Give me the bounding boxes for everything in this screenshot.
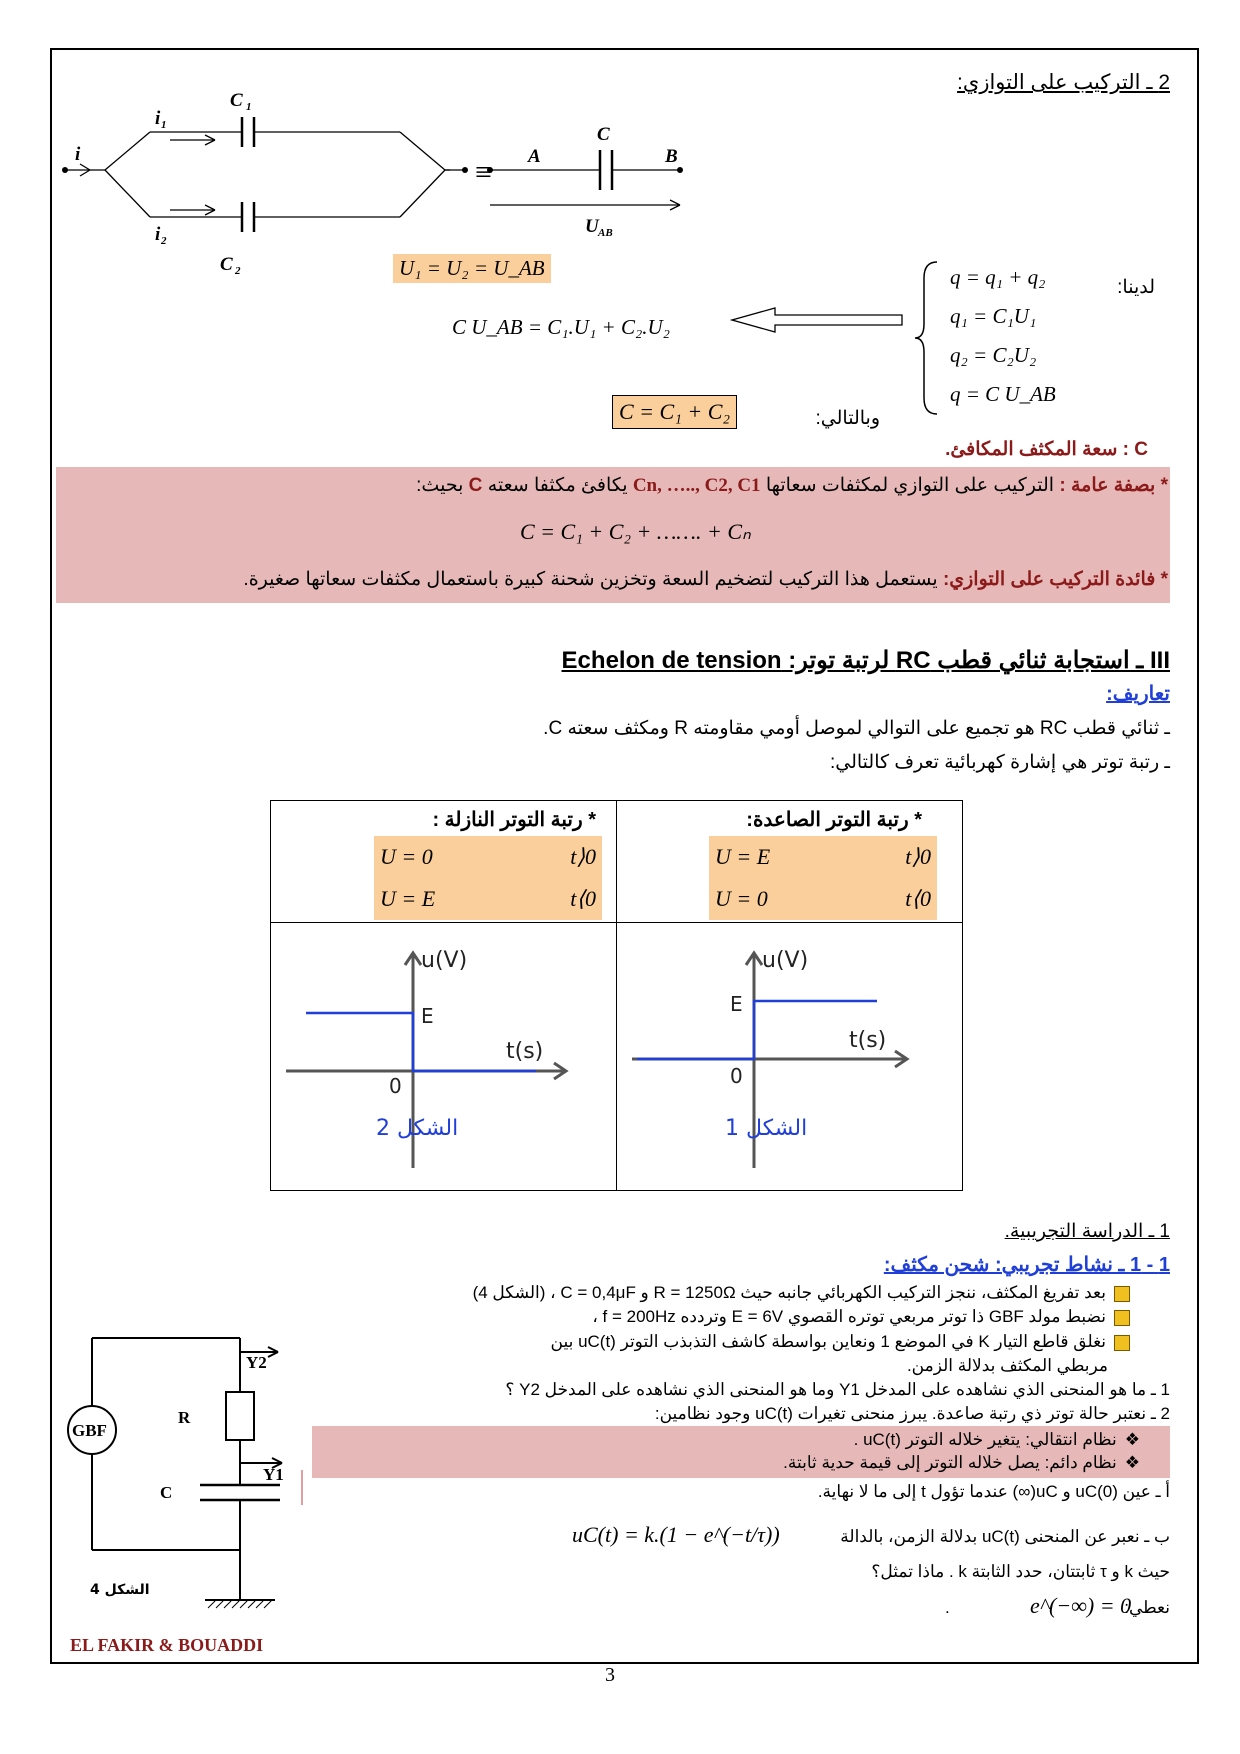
gbf-label: GBF: [72, 1421, 107, 1440]
figure2-caption: الشكل 2: [376, 1116, 459, 1141]
given-label: نعطي:: [1124, 1598, 1170, 1617]
benefit-text: * فائدة التركيب على التوازي: يستعمل هذا التركيب لتضخيم السعة وتخزين شحنة كبيرة باستعمال مكثفات سعاتها صغيرة.: [243, 569, 1168, 590]
svg-text:u(V): u(V): [762, 948, 809, 973]
y2-label: Y2: [246, 1353, 267, 1372]
section3-title: III ـ استجابة ثنائي قطب RC لرتبة توتر: Echelon de tension: [561, 647, 1170, 674]
label-i1: i: [155, 108, 161, 129]
falling-step-cell: * رتبة التوتر النازلة : U = 0 t⟩0 U = E t⟨0: [271, 801, 617, 923]
bullet-3: نغلق قاطع التيار K في الموضع 1 ونعاين بواسطة كاشف التذبذب التوتر uC(t) بين: [551, 1332, 1130, 1352]
svg-text:2: 2: [161, 235, 167, 247]
label-a: A: [528, 146, 541, 167]
question-1: 1 ـ ما هو المنحنى الذي نشاهده على المدخل Y1 وما هو المنحنى الذي نشاهده على المدخل Y2 ؟: [505, 1380, 1170, 1399]
question-2: 2 ـ نعتبر حالة توتر ذي رتبة صاعدة. يبرز منحنى تغيرات uC(t) وجود نظامين:: [654, 1404, 1170, 1423]
svg-text:t(s): t(s): [849, 1028, 887, 1053]
falling-step-graph-cell: [271, 923, 617, 1191]
svg-text:0: 0: [730, 1064, 743, 1088]
authors: EL FAKIR & BOUADDI: [70, 1635, 264, 1655]
brace-icon: [912, 258, 942, 418]
definition-step: ـ رتبة توتر هي إشارة كهربائية تعرف كالتالي:: [829, 752, 1170, 773]
svg-text:t(s): t(s): [506, 1039, 544, 1064]
regime-transient: ❖نظام انتقالي: يتغير خلاله التوتر uC(t) .: [853, 1430, 1140, 1449]
diamond-icon: ❖: [1124, 1453, 1140, 1472]
activity-title: 1 - 1 ـ نشاط تجريبي: شحن مكثف:: [883, 1254, 1170, 1276]
bullet-icon: [1114, 1286, 1130, 1302]
general-formula: C = C₁ + C₂ + ……. + Cₙ: [520, 519, 751, 544]
y1-label: Y1: [263, 1465, 284, 1484]
question-a: أ ـ عين uC(0) و uC(∞) عندما تؤول t إلى ما لا نهاية.: [817, 1482, 1170, 1501]
figure4-caption: الشكل 4: [90, 1582, 150, 1598]
rising-step-graph: [617, 923, 962, 1185]
rc-circuit-figure4: [60, 1330, 330, 1635]
svg-text:E: E: [421, 1004, 434, 1028]
study-title: 1 ـ الدراسة التجريبية.: [1004, 1221, 1170, 1242]
wabittali-label: وبالتالي:: [815, 408, 880, 429]
label-uab: U: [585, 216, 599, 237]
section2-title: 2 ـ التركيب على التوازي:: [957, 71, 1170, 94]
c-definition: C : سعة المكثف المكافئ.: [945, 439, 1148, 460]
svg-text:AB: AB: [598, 227, 613, 239]
implication-arrow-icon: [730, 305, 905, 335]
label-c2: C: [220, 254, 233, 275]
svg-text:2: 2: [235, 265, 241, 277]
voltage-step-table: [270, 800, 963, 1191]
equivalence-sign: ≡: [475, 156, 492, 189]
figure1-caption: الشكل 1: [725, 1116, 808, 1141]
falling-step-graph: [271, 923, 616, 1185]
svg-text:u(V): u(V): [421, 948, 468, 973]
given-formula: e^(−∞) = 0: [1030, 1593, 1132, 1618]
question-c: حيث k و τ ثابتتان، حدد الثابتة k . ماذا تمثل؟: [871, 1562, 1170, 1581]
u-equal-box: U₁ = U₂ = U_AB: [393, 254, 551, 283]
rising-step-graph-cell: [617, 923, 963, 1191]
parallel-circuit-diagram: [60, 90, 700, 300]
bullet-2: نضبط مولد GBF ذا توتر مربعي توتره القصوي E = 6V وتردده f = 200Hz ،: [592, 1307, 1130, 1327]
question-b: ب ـ نعبر عن المنحنى uC(t) بدلالة الزمن، بالدالة: [840, 1527, 1170, 1546]
node-dot: [62, 167, 68, 173]
charge-system: q = q₁ + q₂ q₁ = C₁U₁ q₂ = C₂U₂ q = C U_AB: [950, 265, 1056, 406]
capacitor-label: C: [160, 1483, 173, 1502]
label-i: i: [75, 144, 81, 165]
svg-text:1: 1: [246, 101, 252, 113]
derivation-formula: C U_AB = C₁.U₁ + C₂.U₂: [452, 315, 670, 339]
resistor-label: R: [178, 1408, 191, 1427]
definition-rc: ـ ثنائي قطب RC هو تجميع على التوالي لموصل أومي مقاومته R ومكثف سعته C.: [543, 718, 1170, 739]
ladayna-label: لدينا:: [1117, 277, 1155, 298]
charging-formula: uC(t) = k.(1 − e^(−t/τ)): [572, 1522, 780, 1547]
definitions-title: تعاريف:: [1106, 683, 1170, 705]
label-b: B: [665, 146, 678, 167]
svg-text:0: 0: [389, 1074, 402, 1098]
diamond-icon: ❖: [1124, 1430, 1140, 1449]
label-c1: C: [230, 90, 243, 111]
general-rule: * بصفة عامة : التركيب على التوازي لمكثفات سعاتها Cn, ….., C2, C1 يكافئ مكثفا سعته C بحيث:: [416, 475, 1168, 496]
result-box: C = C₁ + C₂: [612, 395, 737, 429]
given-dot: .: [945, 1598, 950, 1617]
bullet-icon: [1114, 1335, 1130, 1351]
bullet-icon: [1114, 1310, 1130, 1326]
label-c: C: [597, 124, 610, 145]
bullet-1: بعد تفريغ المكثف، ننجز التركيب الكهربائي جانبه حيث R = 1250Ω و C = 0,4μF ، (الشكل 4): [473, 1283, 1130, 1303]
rising-step-cell: * رتبة التوتر الصاعدة: U = E t⟩0 U = 0 t⟨0: [617, 801, 963, 923]
svg-text:E: E: [730, 992, 743, 1016]
page-number: 3: [605, 1664, 615, 1686]
bullet-3-cont: مربطي المكثف بدلالة الزمن.: [906, 1356, 1108, 1375]
regime-steady: ❖نظام دائم: يصل خلاله التوتر إلى قيمة حدية ثابتة.: [783, 1453, 1140, 1472]
label-i2: i: [155, 224, 161, 245]
svg-text:1: 1: [161, 119, 167, 131]
